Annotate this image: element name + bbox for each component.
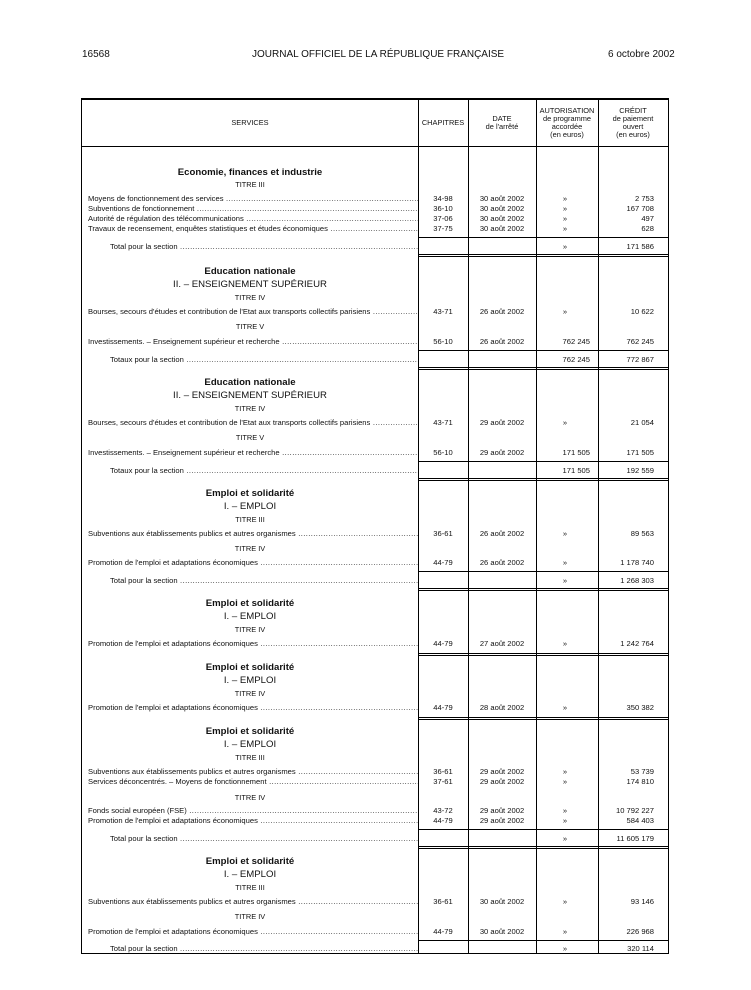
total-rule — [418, 829, 668, 830]
titre-label: TITRE IV — [234, 404, 266, 413]
table-row: Bourses, secours d'études et contribution de l'Etat aux transports collectifs parisiens ..... 43-71 29 août 2002 » 21 054 — [82, 418, 668, 428]
total-row: Total pour la section ..... » 171 586 — [82, 242, 668, 252]
total-rule — [418, 350, 668, 351]
section-title: Emploi et solidarité — [205, 662, 295, 673]
journal-title: JOURNAL OFFICIEL DE LA RÉPUBLIQUE FRANÇAISE — [252, 49, 505, 60]
titre-label: TITRE IV — [234, 293, 266, 302]
section-title: Education nationale — [204, 377, 296, 388]
section-title: Emploi et solidarité — [205, 726, 295, 737]
table-row: Investissements. – Enseignement supérieur et recherche ..... 56-10 29 août 2002 171 505 171 505 — [82, 448, 668, 458]
table-row: Investissements. – Enseignement supérieur et recherche ..... 56-10 26 août 2002 762 245 762 245 — [82, 337, 668, 347]
table-row: Promotion de l'emploi et adaptations économiques ..... 44-79 30 août 2002 » 226 968 — [82, 927, 668, 937]
section-title: Economie, finances et industrie — [177, 167, 323, 178]
section-subtitle: I. – EMPLOI — [223, 675, 277, 686]
titre-label: TITRE IV — [234, 544, 266, 553]
section-end-rule — [418, 367, 668, 370]
total-row: Totaux pour la section ..... 762 245 772 867 — [82, 355, 668, 365]
col-header-date: DATE de l'arrêté — [485, 114, 519, 131]
section-subtitle: II. – ENSEIGNEMENT SUPÉRIEUR — [173, 390, 327, 401]
total-rule — [418, 940, 668, 941]
page-number: 16568 — [82, 49, 110, 60]
section-end-rule — [418, 478, 668, 481]
total-rule — [418, 237, 668, 238]
table-row: Autorité de régulation des télécommunications ..... 37-06 30 août 2002 » 497 — [82, 214, 668, 224]
section-end-rule — [418, 717, 668, 720]
col-header-services: SERVICES — [231, 118, 269, 127]
section-subtitle: II. – ENSEIGNEMENT SUPÉRIEUR — [173, 279, 327, 290]
total-rule — [418, 461, 668, 462]
titre-label: TITRE III — [235, 883, 265, 892]
table-row: Fonds social européen (FSE) ..... 43-72 29 août 2002 » 10 792 227 — [82, 806, 668, 816]
titre-label: TITRE V — [235, 433, 265, 442]
section-title: Emploi et solidarité — [205, 598, 295, 609]
titre-label: TITRE IV — [234, 793, 266, 802]
table-row: Promotion de l'emploi et adaptations économiques ..... 44-79 28 août 2002 » 350 382 — [82, 703, 668, 713]
titre-label: TITRE III — [235, 180, 265, 189]
section-subtitle: I. – EMPLOI — [223, 501, 277, 512]
table-row: Promotion de l'emploi et adaptations économiques ..... 44-79 26 août 2002 » 1 178 740 — [82, 558, 668, 568]
total-row: Total pour la section ..... » 320 114 — [82, 944, 668, 954]
section-end-rule — [418, 846, 668, 849]
total-row: Total pour la section ..... » 1 268 303 — [82, 576, 668, 586]
table-row: Moyens de fonctionnement des services ..... 34-98 30 août 2002 » 2 753 — [82, 194, 668, 204]
issue-date: 6 octobre 2002 — [608, 49, 675, 60]
section-subtitle: I. – EMPLOI — [223, 869, 277, 880]
table-row: Promotion de l'emploi et adaptations économiques ..... 44-79 27 août 2002 » 1 242 764 — [82, 639, 668, 649]
section-title: Education nationale — [204, 266, 296, 277]
table-row: Travaux de recensement, enquêtes statistiques et études économiques ..... 37-75 30 août 2002 » 628 — [82, 224, 668, 234]
col-header-chapitres: CHAPITRES — [421, 118, 465, 127]
table-row: Subventions de fonctionnement ..... 36-10 30 août 2002 » 167 708 — [82, 204, 668, 214]
section-subtitle: I. – EMPLOI — [223, 611, 277, 622]
titre-label: TITRE IV — [234, 912, 266, 921]
section-subtitle: I. – EMPLOI — [223, 739, 277, 750]
table-row: Bourses, secours d'études et contribution de l'Etat aux transports collectifs parisiens ..... 43-71 26 août 2002 » 10 622 — [82, 307, 668, 317]
titre-label: TITRE IV — [234, 689, 266, 698]
total-row: Total pour la section ..... » 11 605 179 — [82, 834, 668, 844]
section-title: Emploi et solidarité — [205, 488, 295, 499]
table-row: Subventions aux établissements publics et autres organismes ..... 36-61 26 août 2002 » 89 563 — [82, 529, 668, 539]
titre-label: TITRE III — [235, 753, 265, 762]
col-header-credit: CRÉDIT de paiement ouvert (en euros) — [612, 106, 654, 139]
titre-label: TITRE V — [235, 322, 265, 331]
section-end-rule — [418, 653, 668, 656]
table-row: Promotion de l'emploi et adaptations économiques ..... 44-79 29 août 2002 » 584 403 — [82, 816, 668, 826]
table-row: Services déconcentrés. – Moyens de fonctionnement ..... 37-61 29 août 2002 » 174 810 — [82, 777, 668, 787]
table-row: Subventions aux établissements publics et autres organismes ..... 36-61 30 août 2002 » 93 146 — [82, 897, 668, 907]
section-title: Emploi et solidarité — [205, 856, 295, 867]
titre-label: TITRE IV — [234, 625, 266, 634]
section-end-rule — [418, 254, 668, 257]
table-row: Subventions aux établissements publics et autres organismes ..... 36-61 29 août 2002 » 53 739 — [82, 767, 668, 777]
col-header-autorisation: AUTORISATION de programme accordée (en euros) — [539, 106, 595, 139]
titre-label: TITRE III — [235, 515, 265, 524]
total-row: Totaux pour la section ..... 171 505 192 559 — [82, 466, 668, 476]
header-rule — [82, 146, 668, 147]
total-rule — [418, 571, 668, 572]
section-end-rule — [418, 588, 668, 591]
credits-table — [81, 98, 669, 954]
